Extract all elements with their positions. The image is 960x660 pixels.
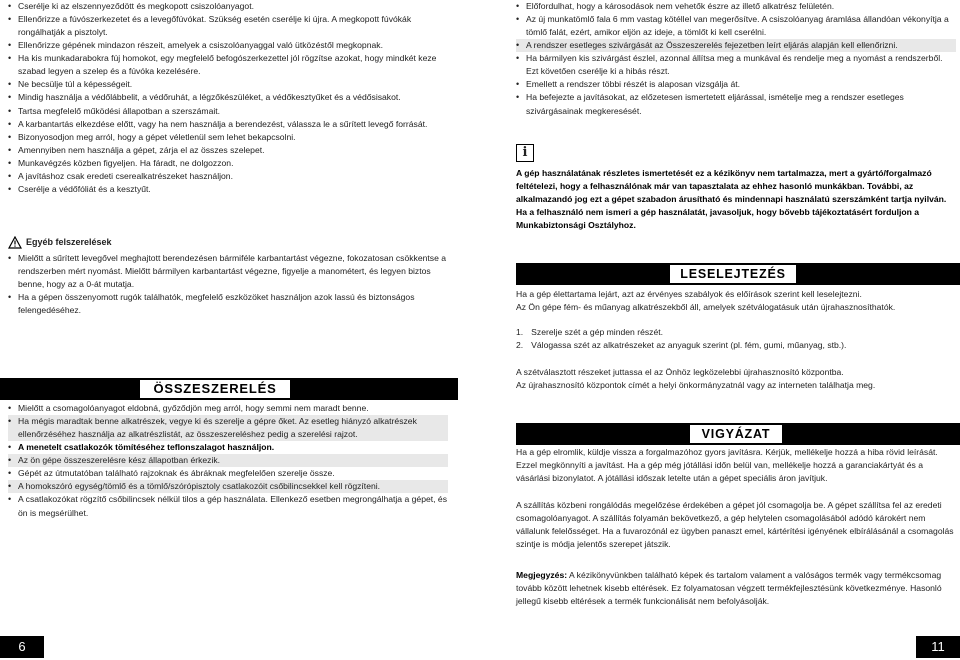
paragraph: Az újrahasznosító központok címét a helyi önkormányzatnál vagy az interneten találhatja meg. [516, 380, 876, 391]
list-item: • A javításhoz csak eredeti cserealkatrészeket használjon. [8, 170, 448, 183]
list-item: • Az ön gépe összeszerelésre kész állapotban érkezik. [8, 454, 448, 467]
list-item: • Ha befejezte a javításokat, az előzetesen ismertetett eljárással, ismételje meg a rendszer esetleges szivárgásainak megkeresését. [516, 91, 956, 117]
list-item: • Cserélje a védőfóliát és a kesztyűt. [8, 183, 448, 196]
list-item: • A karbantartás elkezdése előtt, vagy ha nem használja a berendezést, válassza le a sűrített levegő forrását. [8, 118, 448, 131]
info-text: A gép használatának részletes ismertetését ez a kézikönyv nem tartalmazza, mert a gyártó/forgalmazó feltételezi, hogy a felhasználónak már van tapasztalata az ehhez hasonló munkákban. További, az alkalmazandó jog ezt a gépet szabadon árusítható és mindennapi használatú szerszámként tartja nyilván. Ha a felhasználó nem ismeri a gép használatát, javasoljuk, hogy bővebb tájékoztatásért forduljon a Munkabiztonsági Osztályhoz. [516, 168, 947, 231]
disposal-title: LESELEJTEZÉS [670, 265, 796, 283]
step-text: Válogassa szét az alkatrészeket az anyaguk szerint (pl. fém, gumi, műanyag, stb.). [531, 340, 847, 351]
list-item: • Gépét az útmutatóban található rajzoknak és ábráknak megfelelően szerelje össze. [8, 467, 448, 480]
list-item: • Amennyiben nem használja a gépet, zárja el az összes szelepet. [8, 144, 448, 157]
right-maintenance-list [516, 0, 956, 118]
warning-triangle-icon [8, 236, 22, 249]
note-label: Megjegyzés: [516, 570, 568, 580]
list-item: • Mindig használja a védőlábbelit, a védőruhát, a légzőkészüléket, a védőkesztyűket és a védősisakot. [8, 91, 448, 104]
list-item [516, 339, 956, 352]
left-maintenance-list [8, 0, 448, 196]
list-item: • Cserélje ki az elszennyeződött és megkopott csiszolóanyagot. [8, 0, 448, 13]
warranty-title: VIGYÁZAT [690, 425, 782, 443]
list-item: • Emellett a rendszer többi részét is alaposan vizsgálja át. [516, 78, 956, 91]
list-item: • A csatlakozókat rögzítő csőbilincsek nélkül tilos a gép használata. Ellenkező esetben megrongálhatja a gépet, és ön is megsérülhet. [8, 493, 448, 519]
info-icon: i [516, 144, 534, 162]
other-equipment-section [8, 236, 448, 317]
list-item: • Ha a gépen összenyomott rugók találhatók, megfelelő eszközöket használjon azok lassú és biztonságos felengedéséhez. [8, 291, 448, 317]
disposal-recycling [516, 366, 956, 392]
list-item: • Mielőtt a csomagolóanyagot eldobná, győződjön meg arról, hogy semmi nem maradt benne. [8, 402, 448, 415]
bold-text: A menetelt csatlakozók tömítéséhez teflonszalagot használjon. [18, 442, 275, 453]
page-number-right: 11 [916, 636, 960, 658]
paragraph: A szétválasztott részeket juttassa el az Önhöz legközelebbi újrahasznosító központba. [516, 367, 844, 377]
step-number: 1. [516, 327, 524, 337]
disposal-steps [516, 326, 956, 352]
section-heading [8, 236, 448, 250]
list-item: • Mielőtt a sűrített levegővel meghajtott berendezésen bármiféle karbantartást végezne, fokozatosan csökkentse a rendszerben mért nyomást. Mielőtt bármilyen karbantartást végezne, figyelje a manométert, és legyen biztos benne, hogy az a 0-át mutatja. [8, 252, 448, 291]
list-item: • Tartsa megfelelő működési állapotban a szerszámait. [8, 105, 448, 118]
assembly-title: ÖSSZESZERELÉS [140, 380, 290, 398]
step-number: 2. [516, 340, 524, 351]
note-text: A kézikönyvünkben található képek és tartalom valament a valóságos termék vagy termékcsomag tovább között lehetnek kisebb eltérések. Ez folyamatosan végzett termékfejlesztésünk következménye. Hasonló jellegű kisebb eltérések a termék funkcionálisát nem befolyásolják. [516, 570, 942, 607]
list-item: • Ha bármilyen kis szivárgást észlel, azonnal állítsa meg a munkával és rendelje meg a nyomást a rendszerből. Ezt követően cserélje ki a hibás részt. [516, 52, 956, 78]
shipping-paragraph: A szállítás közbeni rongálódás megelőzése érdekében a gépet jól csomagolja be. A gépet szállítsa fel az eredeti csomagolóanyagot. A szállítás folyamán bekövetkező, a gép helytelen csomagolásából adódó károkért nem vállalunk felelősséget. Ha a fuvarozónál ez ügyben panaszt emel, kártérítési igényének elbírálásánál a csomagolás szintje is módja jelentős szerepet játszik. [516, 500, 954, 550]
section-heading-text: Egyéb felszerelések [26, 237, 112, 247]
list-item: • Munkavégzés közben figyeljen. Ha fáradt, ne dolgozzon. [8, 157, 448, 170]
assembly-list [8, 402, 448, 520]
list-item: • Ha kis munkadarabokra fúj homokot, egy megfelelő befogószerkezettel jól rögzítse azokat, hogy mindkét keze szabad legyen a szelep és a fúvóka kezelésére. [8, 52, 448, 78]
paragraph: Az Ön gépe fém- és műanyag alkatrészekből áll, amelyek szétválogatásuk után újrahasznosíthatók. [516, 302, 896, 313]
list-item [8, 441, 448, 454]
list-item: • Ellenőrizze gépének mindazon részeit, amelyek a csiszolóanyaggal való ütközéstől megkopnak. [8, 39, 448, 52]
note-paragraph [516, 569, 956, 608]
list-item: • Bizonyosodjon meg arról, hogy a gépet véletlenül sem lehet bekapcsolni. [8, 131, 448, 144]
disposal-intro [516, 288, 956, 314]
warranty-paragraph: Ha a gép elromlik, küldje vissza a forgalmazóhoz gyors javításra. Kérjük, mellékelje hozzá a hiba rövid leírását. Ezzel megkönnyíti a javítást. Ha a gép még jótállási időn belül van, mellékelje hozzá a garanciakártyát és a vásárlási bizonylatot. A jótállási időszak letelte után a gépet speciális áron javítjuk. [516, 447, 938, 484]
paragraph: Ha a gép élettartama lejárt, azt az érvényes szabályok és előírások szerint kell leselejtezni. [516, 289, 862, 299]
list-item: • Előfordulhat, hogy a károsodások nem vehetők észre az illető alkatrész felületén. [516, 0, 956, 13]
list-item: • Ellenőrizze a fúvószerkezetet és a levegőfúvókat. Szükség esetén cserélje ki újra. A megkopott fúvókák rongálhatják a pisztolyt. [8, 13, 448, 39]
list-item: • A rendszer esetleges szivárgását az Összeszerelés fejezetben leírt eljárás alapján kell ellenőrizni. [516, 39, 956, 52]
list-item: • A homokszóró egység/tömlő és a tömlő/szórópisztoly csatlakozóit csőbilincsekkel kell rögzíteni. [8, 480, 448, 493]
page-number-left: 6 [0, 636, 44, 658]
list-item: • Ne becsülje túl a képességeit. [8, 78, 448, 91]
list-item: • Az új munkatömlő fala 6 mm vastag kötéllel van megerősítve. A csiszolóanyag áramlása állandóan vékonyítja a tömlő falát, ezért, amikor eljön az ideje, a tömlőt ki kell cserélni. [516, 13, 956, 39]
list-item: • Ha mégis maradtak benne alkatrészek, vegye ki és szerelje a gépre őket. Az esetleg hiányzó alkatrészek ellenőrzéséhez használja az alkatrészlistát, az összeszereléshez pedig a szerelési rajzot. [8, 415, 448, 441]
step-text: Szerelje szét a gép minden részét. [531, 327, 664, 337]
list-item [516, 326, 956, 339]
